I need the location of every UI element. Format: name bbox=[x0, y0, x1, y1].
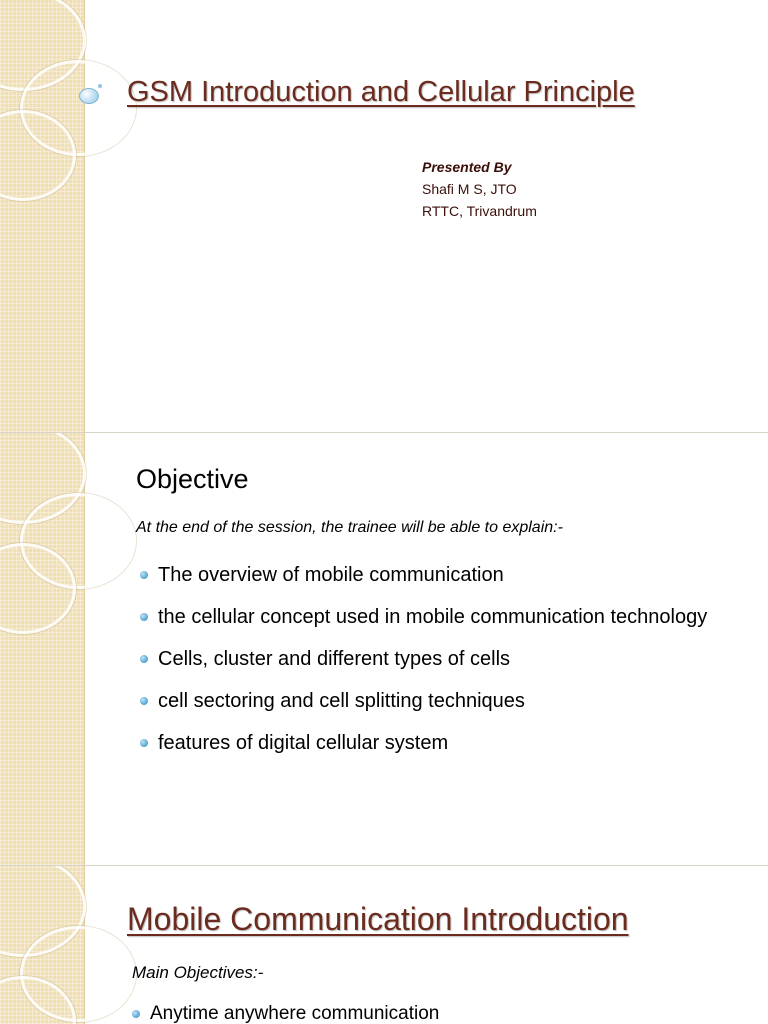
bullet-dot-icon bbox=[140, 697, 148, 705]
slide-title: Objective bbox=[136, 464, 249, 494]
slide-1 bbox=[0, 0, 768, 432]
presented-by-label: Presented By bbox=[422, 159, 512, 175]
presenter-block bbox=[422, 156, 537, 222]
bullet-list bbox=[132, 1002, 742, 1024]
decorative-sidebar bbox=[0, 0, 85, 432]
list-item: Anytime anywhere communication bbox=[132, 1002, 742, 1024]
presenter-org: RTTC, Trivandrum bbox=[422, 203, 537, 219]
bubble-decoration-icon bbox=[98, 84, 102, 88]
decorative-sidebar bbox=[0, 866, 85, 1024]
slide-title: Mobile Communication Introduction bbox=[127, 901, 629, 937]
bullet-dot-icon bbox=[140, 739, 148, 747]
bullet-list bbox=[140, 556, 750, 766]
slide-3 bbox=[0, 866, 768, 1024]
bullet-dot-icon bbox=[132, 1010, 140, 1018]
decorative-sidebar bbox=[0, 433, 85, 865]
slide-intro: Main Objectives:- bbox=[132, 963, 264, 982]
list-item: features of digital cellular system bbox=[140, 724, 750, 762]
bubble-decoration-icon bbox=[79, 88, 99, 104]
presenter-name: Shafi M S, JTO bbox=[422, 181, 517, 197]
slide-title: GSM Introduction and Cellular Principle bbox=[127, 76, 635, 108]
bullet-dot-icon bbox=[140, 613, 148, 621]
bullet-dot-icon bbox=[140, 655, 148, 663]
list-item: the cellular concept used in mobile communication technology bbox=[140, 598, 750, 636]
list-item: cell sectoring and cell splitting techniques bbox=[140, 682, 750, 720]
bullet-dot-icon bbox=[140, 571, 148, 579]
list-item: The overview of mobile communication bbox=[140, 556, 750, 594]
slide-2 bbox=[0, 433, 768, 865]
list-item: Cells, cluster and different types of cells bbox=[140, 640, 750, 678]
slide-intro: At the end of the session, the trainee will be able to explain:- bbox=[136, 519, 563, 536]
